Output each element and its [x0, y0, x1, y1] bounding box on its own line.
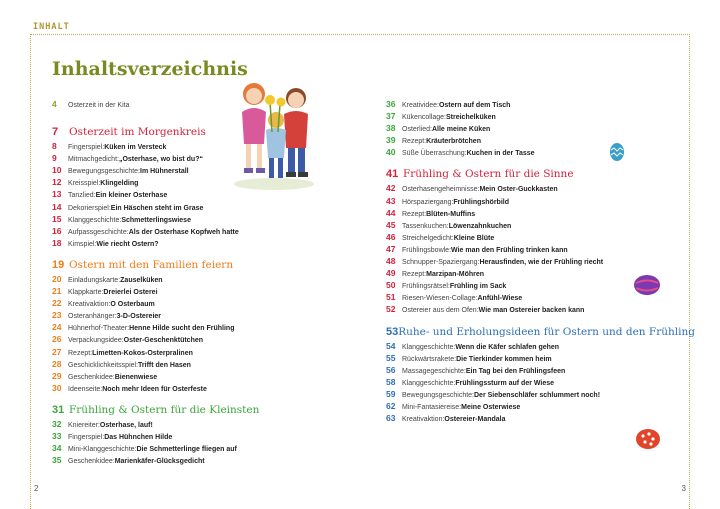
toc-entry-label: Massagegeschichte: — [402, 367, 466, 375]
toc-entry-title: Löwenzahnkuchen — [448, 222, 512, 230]
toc-page-number: 21 — [52, 286, 62, 297]
toc-page-number: 39 — [386, 135, 396, 146]
toc-entry-title: Noch mehr Ideen für Osterfeste — [102, 385, 207, 393]
toc-page-number: 54 — [386, 340, 396, 351]
toc-chapter-heading[interactable] — [386, 166, 686, 182]
toc-entry[interactable] — [386, 376, 686, 388]
toc-page-number: 51 — [386, 292, 396, 303]
toc-entry[interactable] — [52, 201, 342, 213]
toc-entry-title: Frühlingssturm auf der Wiese — [455, 379, 555, 387]
toc-entry-label: Aufpassgeschichte: — [68, 228, 129, 236]
toc-entry[interactable] — [386, 231, 686, 243]
toc-entry-title: Schmetterlingswiese — [121, 216, 191, 224]
page-title: Inhaltsverzeichnis — [52, 58, 248, 80]
toc-entry-label: Hörspaziergang: — [402, 198, 454, 206]
toc-entry-label: Ostereier aus dem Ofen: — [402, 307, 479, 315]
toc-entry[interactable] — [386, 110, 686, 122]
toc-chapter-heading[interactable] — [52, 402, 342, 418]
toc-entry-label: Kniereiter: — [68, 421, 100, 429]
toc-page-number: 22 — [52, 298, 62, 309]
toc-entry-title: 3-D-Ostereier — [116, 313, 162, 321]
toc-entry-title: Marienkäfer-Glücksgedicht — [114, 458, 205, 466]
toc-entry[interactable] — [386, 98, 686, 110]
toc-page-number: 40 — [386, 147, 396, 158]
toc-entry-title: Ein kleiner Osterhase — [95, 192, 168, 200]
toc-ruhe-section — [386, 324, 695, 425]
right-dotted-border — [689, 34, 690, 509]
toc-page-number: 44 — [386, 207, 396, 218]
toc-entry-list — [386, 98, 686, 158]
toc-entry-title: Limetten-Kokos-Osterpralinen — [92, 349, 193, 357]
top-dotted-border — [30, 34, 690, 35]
toc-page-number: 33 — [52, 430, 62, 441]
toc-entry-title: Küken im Versteck — [104, 144, 167, 152]
left-dotted-border — [30, 34, 31, 509]
toc-page-number: 29 — [52, 370, 62, 381]
toc-entry[interactable] — [52, 430, 342, 442]
toc-entry[interactable] — [52, 273, 342, 285]
toc-entry-title: Die Tierkinder kommen heim — [456, 355, 552, 363]
toc-page-number: 42 — [386, 183, 396, 194]
toc-entry[interactable] — [386, 207, 686, 219]
toc-entry-label: Verpackungsidee: — [68, 337, 124, 345]
toc-entry-label: Mitmachgedicht: — [68, 156, 119, 164]
toc-entry-label: Kreativaktion: — [402, 416, 445, 424]
toc-entry-label: Frühlingsbowle: — [402, 246, 452, 254]
toc-page-number: 37 — [386, 111, 396, 122]
toc-entry-title: Wie riecht Ostern? — [96, 240, 159, 248]
toc-entry[interactable] — [52, 358, 342, 370]
toc-page-number: 9 — [52, 153, 57, 164]
toc-entry-label: Fingerspiel: — [68, 433, 105, 441]
toc-page-number: 52 — [386, 304, 396, 315]
toc-entry[interactable] — [52, 418, 342, 430]
toc-entry-title: Mein Oster-Guckkasten — [479, 186, 558, 194]
toc-page-number: 43 — [386, 195, 396, 206]
toc-entry-label: Klanggeschichte: — [402, 379, 456, 387]
toc-entry-label: Einladungskarte: — [68, 276, 121, 284]
toc-left-column — [52, 98, 342, 473]
toc-entry-title: Zauselküken — [120, 276, 163, 284]
toc-entry-title: Der Siebenschläfer schlummert noch! — [474, 391, 601, 399]
toc-entry-label: Osterhasengeheimnisse: — [402, 186, 480, 194]
toc-chapter-heading[interactable] — [52, 124, 342, 140]
toc-entry[interactable] — [386, 243, 686, 255]
toc-page-number: 38 — [386, 123, 396, 134]
toc-entry-title: Klingelding — [100, 180, 139, 188]
toc-entry-title: Ein Häschen steht im Grase — [110, 204, 204, 212]
toc-entry[interactable] — [386, 122, 686, 134]
toc-entry-title: Streichelküken — [445, 114, 496, 122]
toc-entry-label: Kimspiel: — [68, 240, 97, 248]
toc-entry-title: Henne Hilde sucht den Frühling — [129, 325, 235, 333]
toc-entry-label: Geschenkidee: — [68, 373, 115, 381]
toc-entry-label: Süße Überraschung: — [402, 150, 467, 158]
toc-page-number: 28 — [52, 358, 62, 369]
toc-entry-list — [52, 418, 342, 466]
toc-sinne-section — [386, 166, 686, 315]
toc-entry-title: Bienenwiese — [114, 373, 158, 381]
toc-entry-label: Geschenkidee: — [68, 458, 115, 466]
toc-entry-title: Kräuterbrötchen — [426, 138, 481, 146]
toc-entry[interactable] — [386, 134, 686, 146]
toc-entry-label: Klanggeschichte: — [68, 216, 122, 224]
toc-entry-title: Trifft den Hasen — [138, 361, 191, 369]
toc-page-number: 34 — [52, 443, 62, 454]
toc-page-number: 16 — [52, 225, 62, 236]
toc-entry[interactable] — [386, 255, 686, 267]
toc-page-number: 47 — [386, 243, 396, 254]
toc-entry-label: Tanzlied: — [68, 192, 96, 200]
toc-entry-label: Hühnerhof-Theater: — [68, 325, 130, 333]
toc-entry-title: Herausfinden, wie der Frühling riecht — [479, 259, 604, 267]
toc-continued-section — [386, 98, 686, 158]
toc-entry-label: Rezept: — [68, 349, 93, 357]
toc-entry-list — [386, 182, 686, 315]
toc-entry-label: Klappkarte: — [68, 289, 104, 297]
toc-chapter-title: Ruhe- und Erholungsideen für Ostern und den Frühling — [398, 325, 695, 338]
toc-page-number: 48 — [386, 256, 396, 267]
toc-entry-title: Dreierlei Osterei — [103, 289, 158, 297]
red-egg-icon — [635, 428, 661, 450]
toc-page-number: 23 — [52, 310, 62, 321]
page-number-right: 3 — [681, 484, 686, 493]
toc-chapter-title: Frühling & Ostern für die Sinne — [403, 168, 574, 181]
toc-page-number: 45 — [386, 219, 396, 230]
toc-entry-label: Riesen-Wiesen-Collage: — [402, 295, 478, 303]
toc-entry-label: Dekorierspiel: — [68, 204, 111, 212]
toc-chapter-number: 41 — [386, 168, 399, 181]
toc-entry[interactable] — [386, 388, 686, 400]
toc-entry-label: Rückwärtsrakete: — [402, 355, 457, 363]
toc-entry[interactable] — [386, 219, 686, 231]
toc-page-number: 13 — [52, 189, 62, 200]
toc-entry-label: Rezept: — [402, 271, 427, 279]
toc-entry[interactable] — [52, 333, 342, 345]
toc-entry-list — [52, 140, 342, 249]
toc-entry-title: „Osterhase, wo bist du?“ — [118, 156, 203, 164]
toc-entry[interactable] — [52, 98, 342, 110]
toc-entry[interactable] — [52, 140, 342, 152]
toc-page-number: 24 — [52, 322, 62, 333]
toc-entry-title: Ostereier-Mandala — [444, 416, 506, 424]
toc-chapter-number: 53 — [386, 325, 399, 338]
toc-entry[interactable] — [52, 382, 342, 394]
toc-entry-label: Osterlied: — [402, 126, 432, 134]
toc-entry[interactable] — [386, 279, 686, 291]
toc-page-number: 15 — [52, 213, 62, 224]
toc-entry[interactable] — [52, 176, 342, 188]
toc-page-number: 18 — [52, 237, 62, 248]
page-number-left: 2 — [34, 484, 39, 493]
toc-entry-title: Wie man Ostereier backen kann — [478, 307, 585, 315]
toc-entry[interactable] — [386, 412, 686, 424]
toc-entry[interactable] — [386, 352, 686, 364]
toc-page-number: 55 — [386, 352, 396, 363]
toc-entry[interactable] — [52, 321, 342, 333]
toc-entry[interactable] — [386, 340, 686, 352]
toc-entry-title: Osterhase, lauf! — [99, 421, 153, 429]
toc-entry-title: Blüten-Muffins — [426, 210, 476, 218]
toc-entry[interactable] — [52, 370, 342, 382]
toc-right-column — [386, 98, 695, 431]
toc-chapter-number: 7 — [52, 126, 59, 139]
toc-entry-title: Frühlingshörbild — [453, 198, 509, 206]
toc-entry-title: Im Hühnerstall — [140, 168, 189, 176]
toc-entry-label: Bewegungsgeschichte: — [68, 168, 140, 176]
toc-page-number: 50 — [386, 280, 396, 291]
toc-entry-label: Bewegungsgeschichte: — [402, 391, 474, 399]
toc-chapter-number: 31 — [52, 403, 65, 416]
toc-intro-section — [52, 98, 342, 110]
toc-entry-title: Als der Osterhase Kopfweh hatte — [128, 228, 239, 236]
toc-entry-label: Streichelgedicht: — [402, 234, 454, 242]
toc-entry[interactable] — [386, 303, 686, 315]
toc-page-number: 49 — [386, 268, 396, 279]
toc-page-number: 62 — [386, 400, 396, 411]
toc-page-number: 12 — [52, 177, 62, 188]
toc-entry-label: Rezept: — [402, 210, 427, 218]
toc-page-number: 30 — [52, 382, 62, 393]
toc-entry-list — [52, 273, 342, 394]
toc-entry-label: Mini-Klanggeschichte: — [68, 446, 137, 454]
toc-entry-title: Kuchen in der Tasse — [466, 150, 535, 158]
toc-page-number: 10 — [52, 165, 62, 176]
toc-page-number: 14 — [52, 201, 62, 212]
toc-chapter-heading[interactable] — [386, 324, 695, 340]
toc-entry-title: Kleine Blüte — [453, 234, 495, 242]
toc-page-number: 63 — [386, 413, 396, 424]
section-header: INHALT — [33, 22, 70, 32]
toc-page-number: 27 — [52, 346, 62, 357]
toc-entry-label: Tassenkuchen: — [402, 222, 449, 230]
toc-entry[interactable] — [52, 285, 342, 297]
toc-entry-title: Die Schmetterlinge fliegen auf — [136, 446, 237, 454]
toc-entry-title: Alle meine Küken — [431, 126, 491, 134]
toc-entry-title: Wenn die Käfer schlafen gehen — [455, 343, 560, 351]
toc-entry-label: Schnupper-Spaziergang: — [402, 259, 480, 267]
toc-entry-label: Kükencollage: — [402, 114, 446, 122]
toc-entry-label: Fingerspiel: — [68, 144, 105, 152]
toc-entry[interactable] — [52, 225, 342, 237]
toc-chapter-number: 19 — [52, 258, 65, 271]
toc-page-number: 32 — [52, 418, 62, 429]
toc-familien-section — [52, 257, 342, 394]
toc-kleinsten-section — [52, 402, 342, 466]
toc-page-number: 58 — [386, 376, 396, 387]
toc-entry[interactable] — [52, 454, 342, 466]
toc-entry-title: Marzipan-Möhren — [426, 271, 485, 279]
toc-entry-title: Oster-Geschenktütchen — [123, 337, 204, 345]
toc-entry[interactable] — [52, 297, 342, 309]
toc-chapter-heading[interactable] — [52, 257, 342, 273]
toc-page-number: 26 — [52, 334, 62, 345]
toc-entry-label: Kreisspiel: — [68, 180, 101, 188]
toc-entry-label: Kreativaktion: — [68, 301, 111, 309]
toc-entry-label: Osterzeit in der Kita — [68, 102, 130, 109]
toc-page-number: 8 — [52, 141, 57, 152]
toc-entry-label: Osteranhänger: — [68, 313, 117, 321]
toc-entry[interactable] — [386, 146, 686, 158]
toc-entry-title: Wie man den Frühling trinken kann — [451, 246, 568, 254]
toc-entry-title: Ostern auf dem Tisch — [438, 102, 511, 109]
toc-entry-label: Kreatividee: — [402, 102, 439, 109]
toc-entry[interactable] — [52, 309, 342, 321]
toc-entry-list — [386, 340, 686, 425]
toc-page-number: 4 — [52, 99, 57, 109]
toc-entry-label: Klanggeschichte: — [402, 343, 456, 351]
toc-page-number: 59 — [386, 388, 396, 399]
toc-page-number: 36 — [386, 99, 396, 109]
toc-page-number: 20 — [52, 273, 62, 284]
toc-entry-label: Frühlingsrätsel: — [402, 283, 450, 291]
toc-entry-title: Das Hühnchen Hilde — [104, 433, 173, 441]
toc-chapter-title: Osterzeit im Morgenkreis — [69, 126, 206, 139]
toc-entry[interactable] — [386, 182, 686, 194]
toc-entry-title: Anfühl-Wiese — [477, 295, 523, 303]
toc-entry-label: Rezept: — [402, 138, 427, 146]
toc-entry[interactable] — [52, 442, 342, 454]
toc-entry[interactable] — [52, 188, 342, 200]
toc-entry-label: Ideenseite: — [68, 385, 103, 393]
toc-morgenkreis-section — [52, 124, 342, 249]
toc-entry-title: Meine Osterwiese — [461, 403, 521, 411]
toc-page-number: 46 — [386, 231, 396, 242]
toc-entry-title: Ein Tag bei den Frühlingsfeen — [465, 367, 566, 375]
toc-entry[interactable] — [52, 152, 342, 164]
toc-page-number: 35 — [52, 455, 62, 466]
toc-chapter-title: Frühling & Ostern für die Kleinsten — [69, 403, 260, 416]
toc-entry-title: O Osterbaum — [110, 301, 155, 309]
toc-entry[interactable] — [386, 364, 686, 376]
toc-entry[interactable] — [386, 291, 686, 303]
toc-entry-title: Frühling im Sack — [449, 283, 507, 291]
toc-page-number: 56 — [386, 364, 396, 375]
toc-entry-label: Geschicklichkeitsspiel: — [68, 361, 139, 369]
toc-entry-label: Mini-Fantasiereise: — [402, 403, 462, 411]
toc-chapter-title: Ostern mit den Familien feiern — [69, 258, 234, 271]
